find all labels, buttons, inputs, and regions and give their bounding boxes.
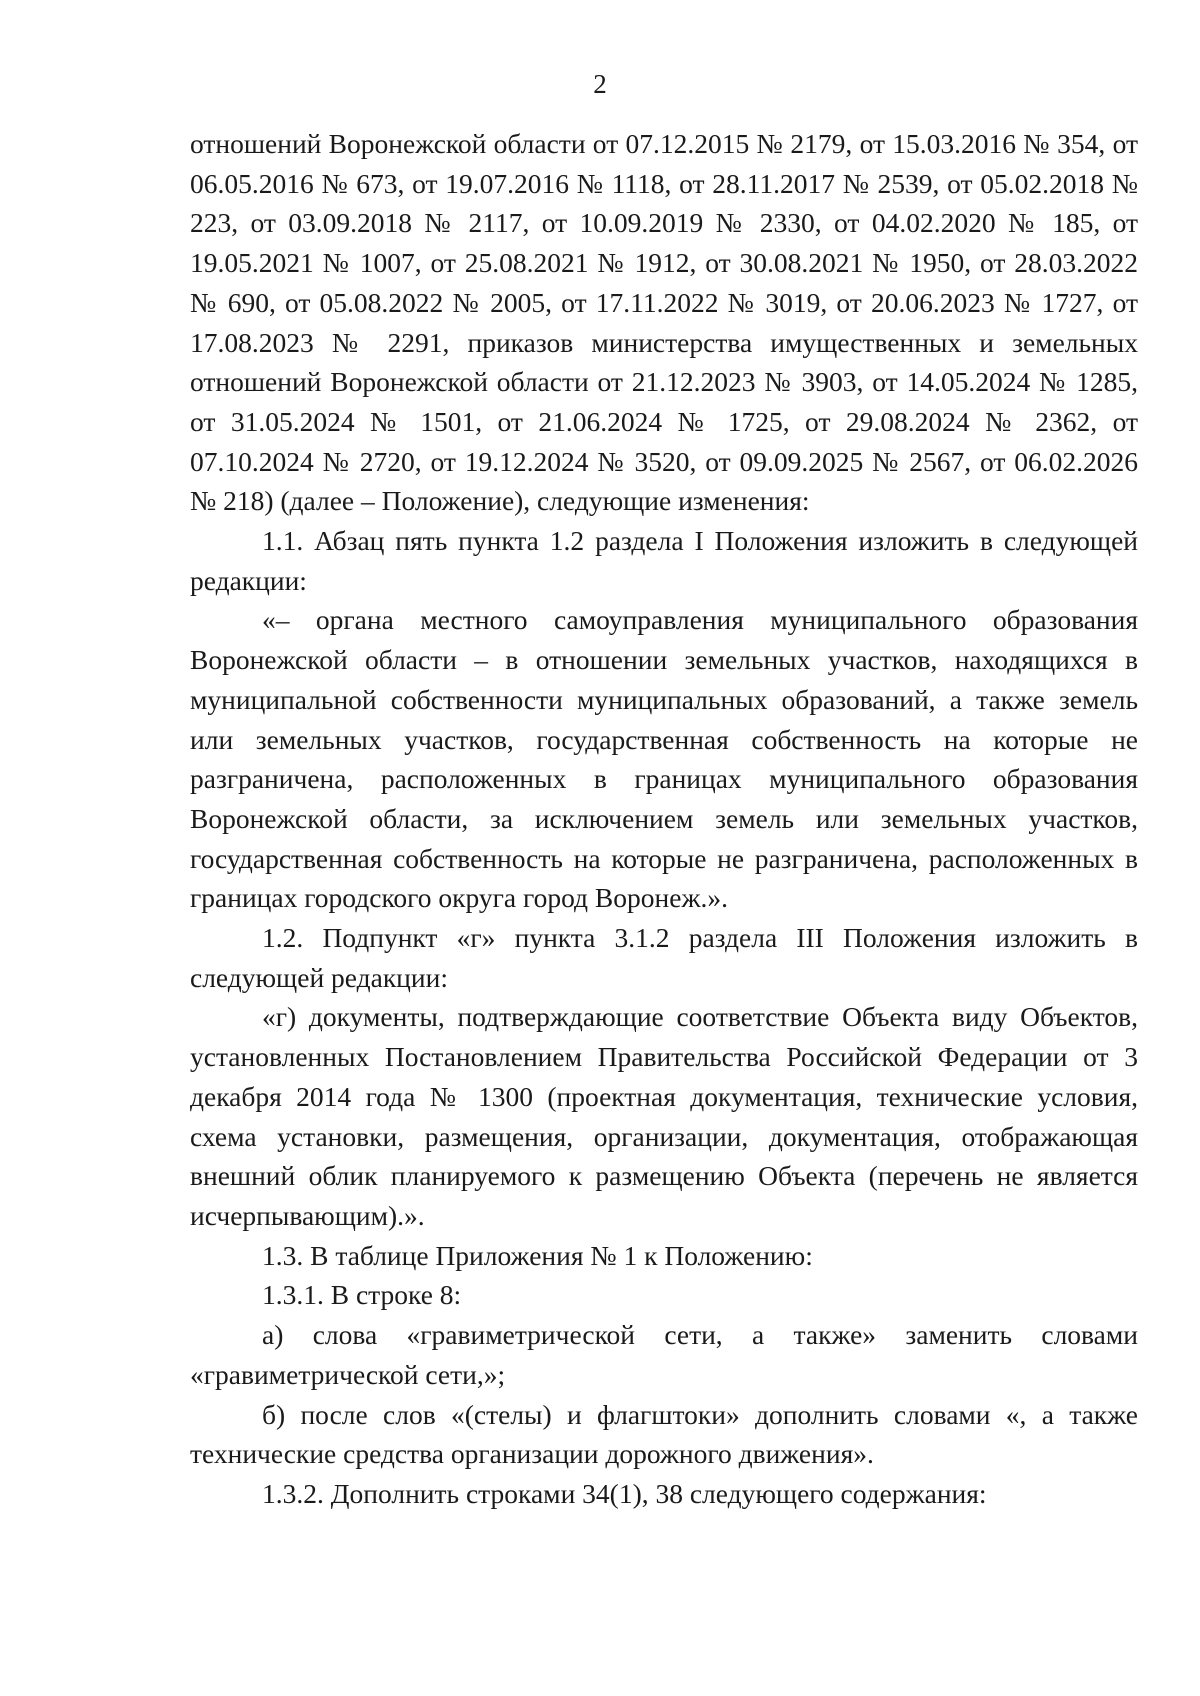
paragraph-1-3-1: 1.3.1. В строке 8: (262, 1279, 462, 1311)
paragraph-1-3-1-b: б) после слов «(стелы) и флагштоки» дополнить словами «, а также технические средства организации дорожного движения». (190, 1398, 1138, 1470)
page-number: 2 (593, 69, 607, 99)
paragraph-1-2-quote: «г) документы, подтверждающие соответствие Объекта виду Объектов, установленных Постановлением Правительства Российской Федерации от 3 декабря 2014 года № 1300 (проектная документация, технические условия, схема установки, размещения, организации, документация, отображающая внешний облик планируемого к размещению Объекта (перечень не является исчерпывающим).». (190, 1001, 1138, 1231)
paragraph-1-1-quote: «– органа местного самоуправления муниципального образования Воронежской области – в отношении земельных участков, находящихся в муниципальной собственности муниципальных образований, а также земель или земельных участков, государственная собственность на которые не разграничена, расположенных в границах муниципального образования Воронежской области, за исключением земель или земельных участков, государственная собственность на которые не разграничена, расположенных в границах городского округа город Воронеж.». (190, 604, 1138, 914)
paragraph-1-3: 1.3. В таблице Приложения № 1 к Положению: (262, 1239, 813, 1271)
paragraph-1-2: 1.2. Подпункт «г» пункта 3.1.2 раздела III Положения изложить в следующей редакции: (190, 922, 1138, 993)
paragraph-1-3-1-a: а) слова «гравиметрической сети, а также» заменить словами «гравиметрической сети,»; (190, 1319, 1138, 1390)
paragraph-1-1: 1.1. Абзац пять пункта 1.2 раздела I Положения изложить в следующей редакции: (190, 525, 1138, 596)
document-body (190, 124, 1138, 1514)
paragraph-continuation: отношений Воронежской области от 07.12.2015 № 2179, от 15.03.2016 № 354, от 06.05.2016 № 673, от 19.07.2016 № 1118, от 28.11.2017 № 2539, от 05.02.2018 № 223, от 03.09.2018 № 2117, от 10.09.2019 № 2330, от 04.02.2020 № 185, от 19.05.2021 № 1007, от 25.08.2021 № 1912, от 30.08.2021 № 1950, от 28.03.2022 № 690, от 05.08.2022 № 2005, от 17.11.2022 № 3019, от 20.06.2023 № 1727, от 17.08.2023 № 2291, приказов министерства имущественных и земельных отношений Воронежской области от 21.12.2023 № 3903, от 14.05.2024 № 1285, от 31.05.2024 № 1501, от 21.06.2024 № 1725, от 29.08.2024 № 2362, от 07.10.2024 № 2720, от 19.12.2024 № 3520, от 09.09.2025 № 2567, от 06.02.2026 № 218) (далее – Положение), следующие изменения: (190, 128, 1138, 517)
paragraph-1-3-2: 1.3.2. Дополнить строками 34(1), 38 следующего содержания: (262, 1477, 987, 1509)
